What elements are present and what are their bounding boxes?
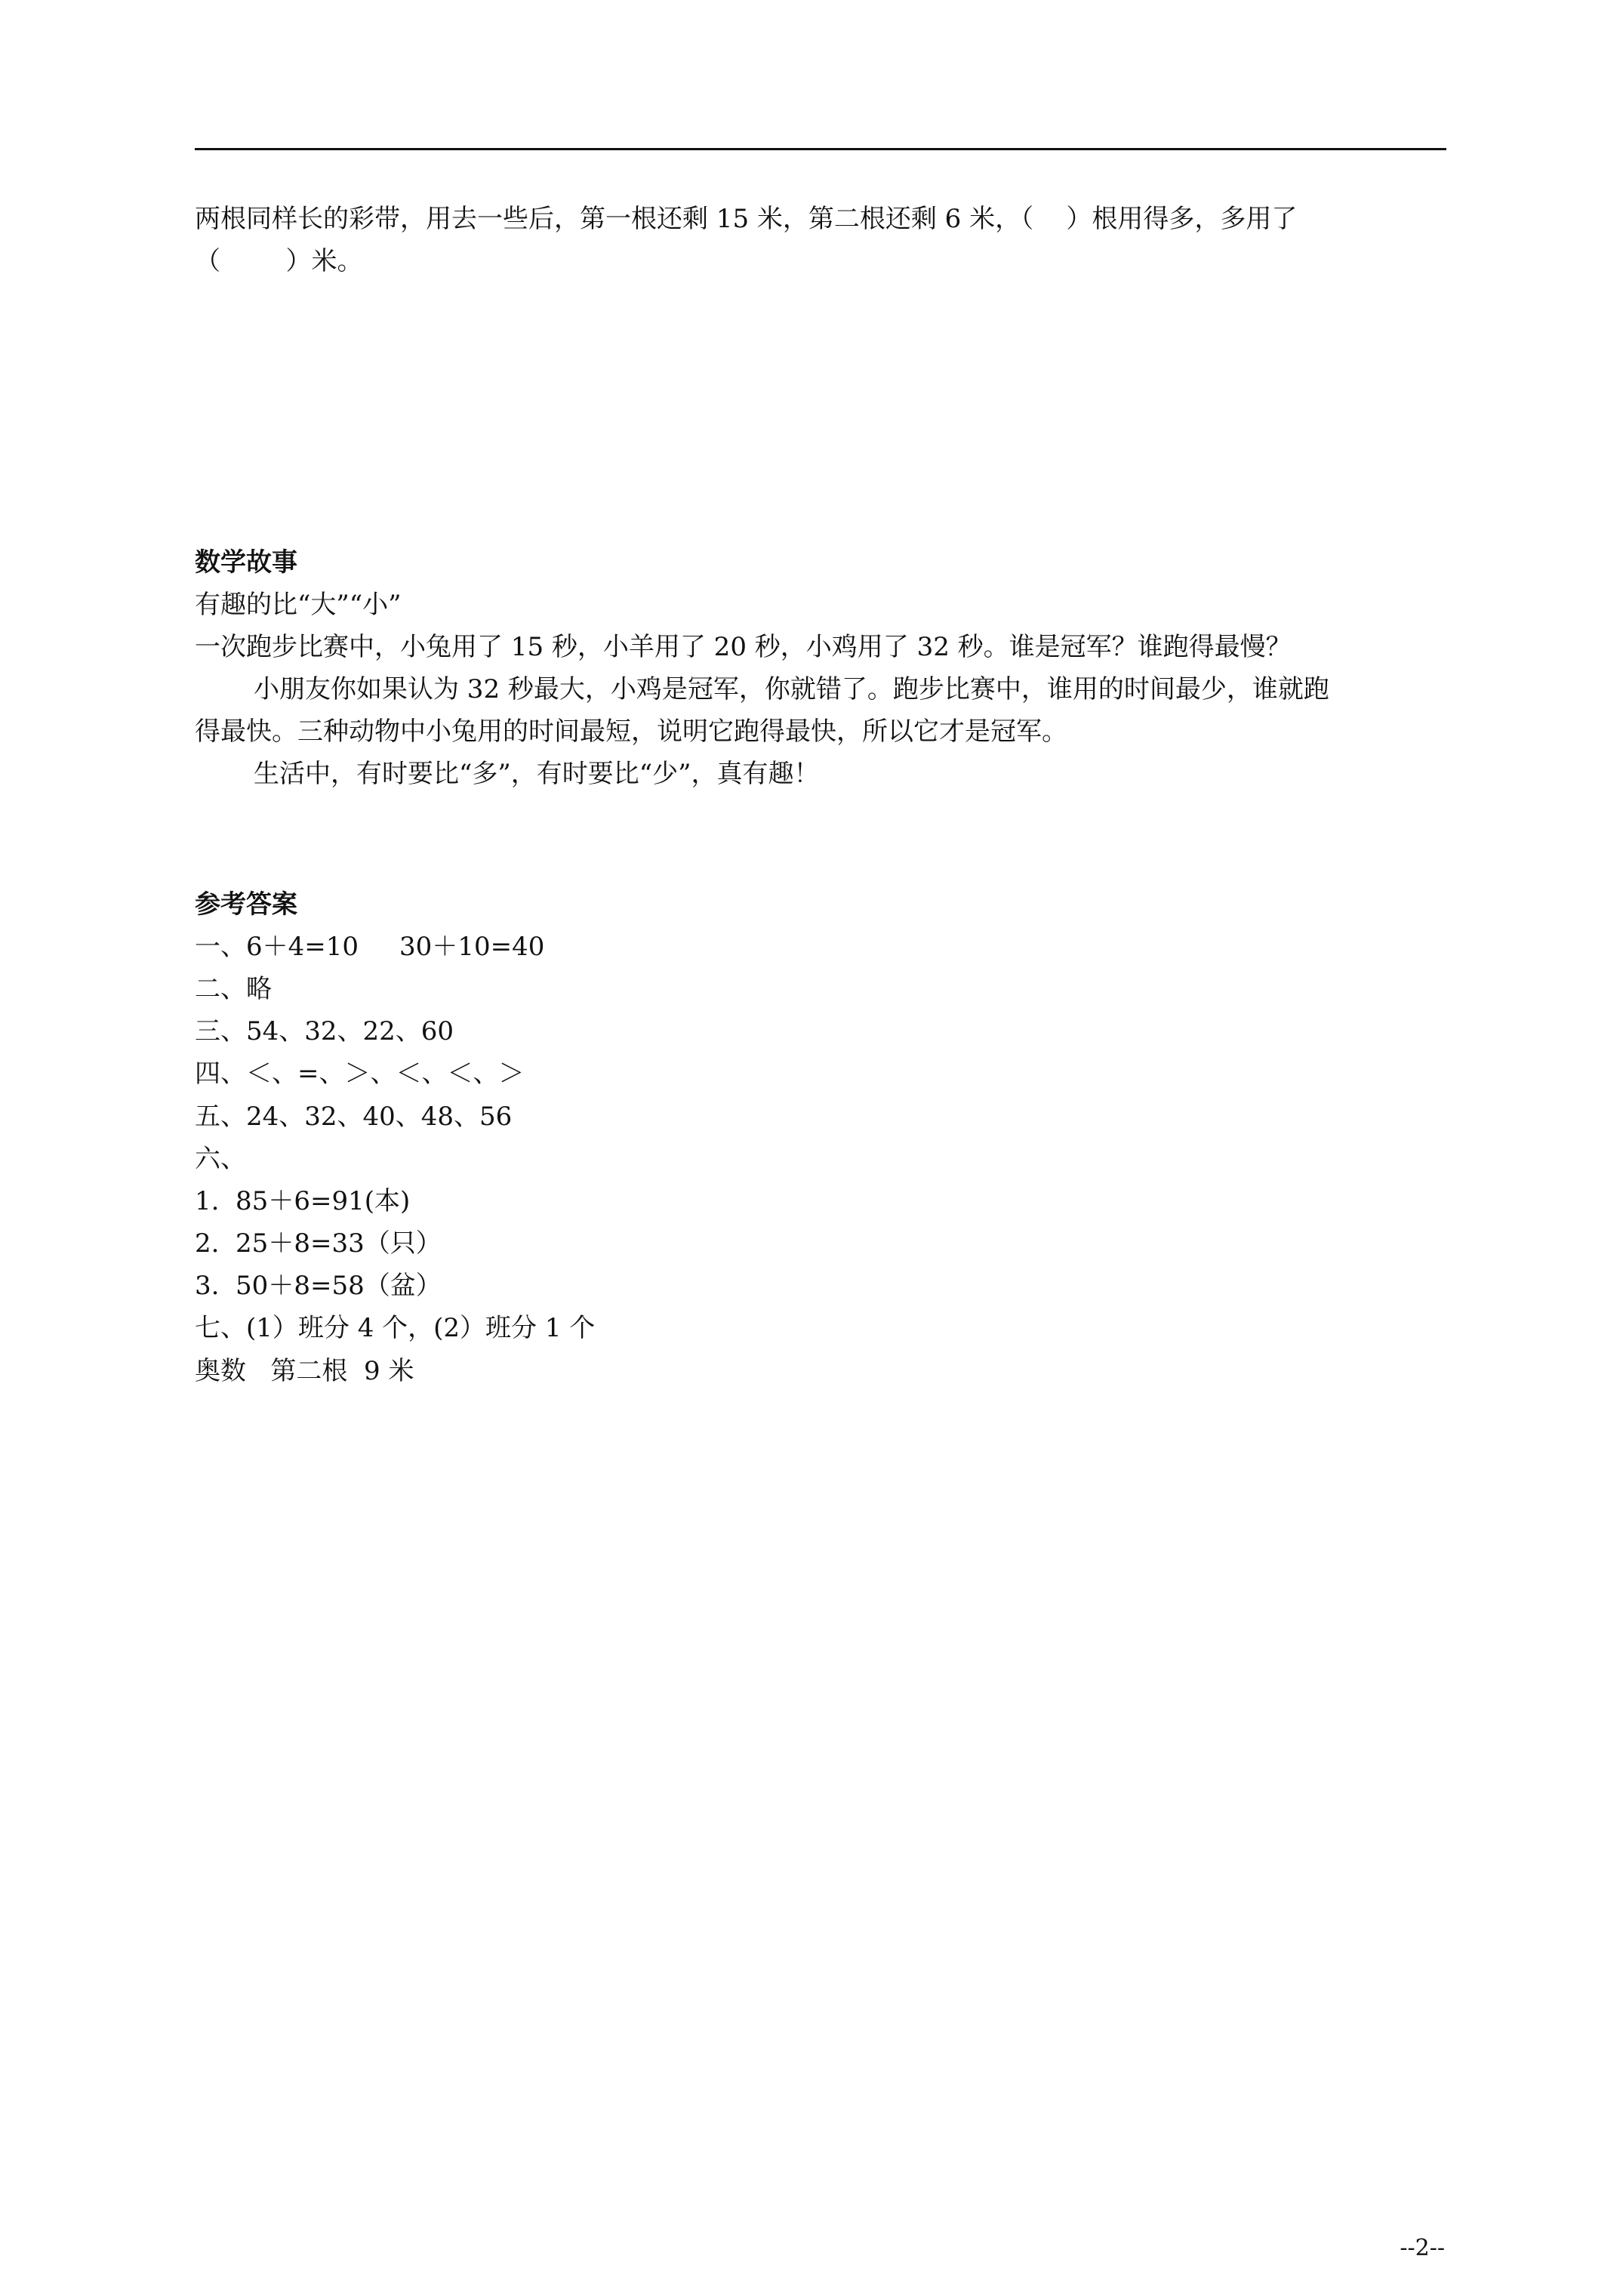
answers-heading: 参考答案: [195, 889, 297, 920]
answer-item: 五、24、32、40、48、56: [195, 1102, 513, 1132]
answer-item: 2. 25＋8=33（只）: [195, 1228, 442, 1259]
problem-line-1: 两根同样长的彩带，用去一些后，第一根还剩 15 米，第二根还剩 6 米，（ ）根用得多，多用了: [195, 204, 1298, 234]
answer-item: 1. 85＋6=91(本): [195, 1186, 411, 1216]
problem-line-2: （ ）米。: [195, 246, 363, 276]
answer-item: 奥数 第二根 9 米: [195, 1356, 414, 1386]
answer-item: 二、略: [195, 974, 272, 1004]
story-title: 有趣的比“大”“小”: [195, 590, 402, 620]
page-number: --2--: [1400, 2235, 1445, 2261]
answer-item: 三、54、32、22、60: [195, 1016, 454, 1046]
story-paragraph-2-cont: 得最快。三种动物中小兔用的时间最短，说明它跑得最快，所以它才是冠军。: [195, 717, 1067, 747]
story-paragraph-3: 生活中，有时要比“多”，有时要比“少”，真有趣！: [254, 759, 820, 789]
answer-item: 3. 50＋8=58（盆）: [195, 1271, 442, 1301]
answer-item: 一、6＋4=10 30＋10=40: [195, 932, 545, 962]
answer-item: 七、(1）班分 4 个，(2）班分 1 个: [195, 1313, 596, 1343]
story-heading: 数学故事: [195, 547, 297, 578]
story-paragraph-2: 小朋友你如果认为 32 秒最大，小鸡是冠军，你就错了。跑步比赛中，谁用的时间最少，谁就跑: [254, 674, 1329, 704]
story-paragraph-1: 一次跑步比赛中，小兔用了 15 秒，小羊用了 20 秒，小鸡用了 32 秒。谁是冠军？谁跑得最慢？: [195, 632, 1292, 662]
answer-item: 六、: [195, 1144, 246, 1174]
header-rule: [195, 148, 1446, 150]
answer-item: 四、＜、=、＞、＜、＜、＞: [195, 1059, 525, 1089]
